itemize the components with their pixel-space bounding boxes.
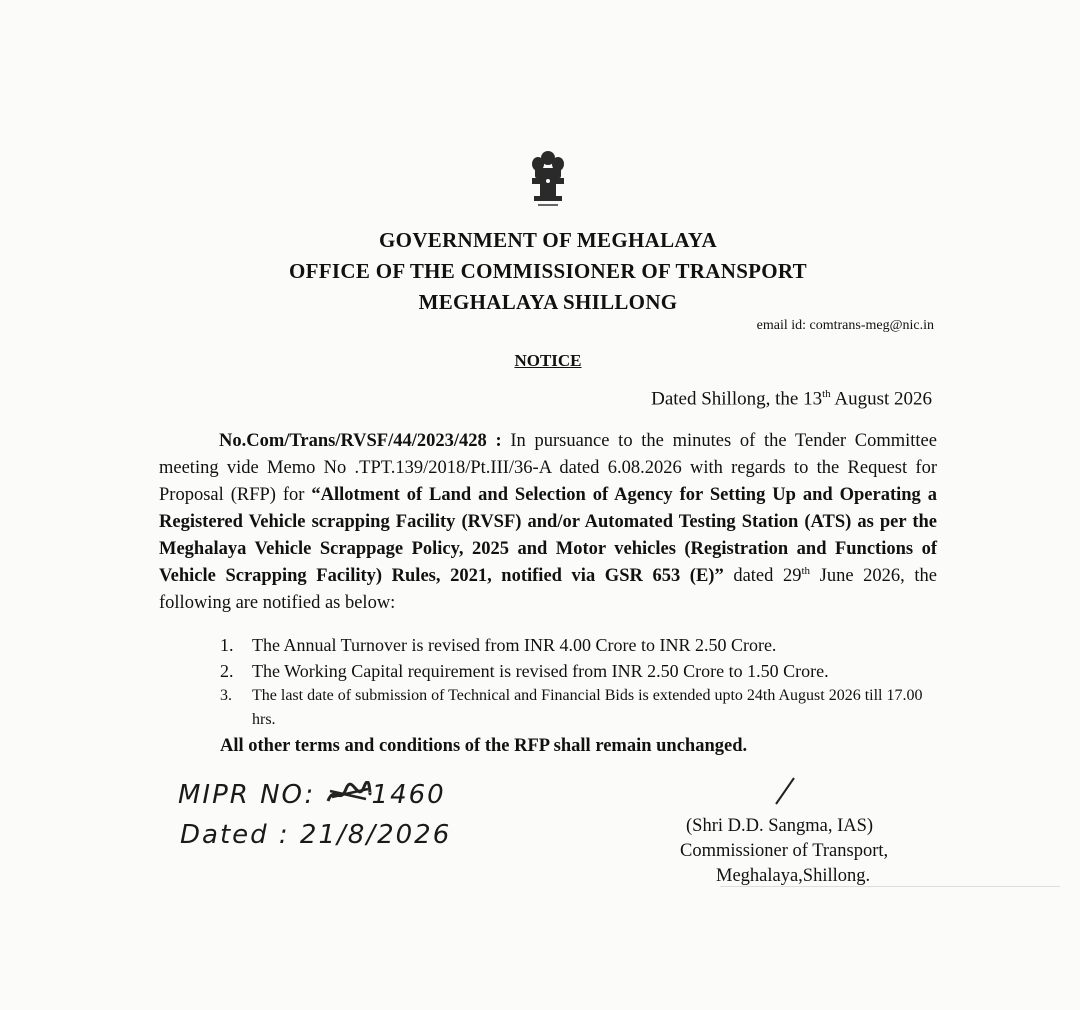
- signatory-designation: Commissioner of Transport,: [680, 841, 889, 861]
- signature-block: [680, 814, 916, 889]
- scribble-icon: [326, 781, 372, 807]
- revision-list: [220, 632, 938, 732]
- signature-stroke-icon: [770, 776, 800, 806]
- signatory-place: Meghalaya,Shillong.: [716, 866, 871, 886]
- divider: [720, 886, 1060, 887]
- header-government: GOVERNMENT OF MEGHALAYA: [379, 228, 717, 252]
- notice-date-sup: th: [822, 388, 831, 400]
- notice-date-prefix: Dated Shillong, the 13: [651, 388, 823, 410]
- closing-statement: All other terms and conditions of the RFP shall remain unchanged.: [220, 736, 748, 756]
- list-item-text: The last date of submission of Technical and Financial Bids is extended upto 24th August 2026 till 17.00 hrs.: [252, 687, 923, 728]
- header-location: MEGHALAYA SHILLONG: [418, 290, 678, 314]
- list-item: [220, 632, 938, 658]
- list-item-text: The Annual Turnover is revised from INR 4.00 Crore to INR 2.50 Crore.: [252, 635, 777, 655]
- body-text-2-suffix: June 2026, the following are notified as below:: [159, 566, 938, 613]
- handwritten-mipr-value: 1460: [371, 780, 446, 810]
- handwritten-date: Dated : 21/8/2026: [180, 820, 452, 850]
- list-item-text: The Working Capital requirement is revised from INR 2.50 Crore to 1.50 Crore.: [252, 661, 829, 681]
- state-emblem-icon: [526, 148, 570, 214]
- header-office: OFFICE OF THE COMMISSIONER OF TRANSPORT: [289, 259, 807, 283]
- header-email: email id: comtrans-meg@nic.in: [756, 318, 934, 333]
- signatory-name: (Shri D.D. Sangma, IAS): [686, 816, 874, 836]
- body-text-2-prefix: dated 29: [723, 566, 802, 586]
- reference-number: No.Com/Trans/RVSF/44/2023/428 :: [219, 431, 502, 451]
- notice-title: NOTICE: [514, 351, 582, 370]
- list-item-number: 2.: [220, 661, 234, 681]
- body-text-2-sup: th: [801, 564, 811, 577]
- notice-date-suffix: August 2026: [830, 388, 932, 410]
- list-item-number: 1.: [220, 635, 234, 655]
- handwritten-mipr-label: MIPR NO:: [178, 780, 316, 810]
- body-text-1: In pursuance to the minutes of the Tender Committee meeting vide Memo No .TPT.139/2018/Pt.III/36-A dated 6.08.2026 with regards to the Request for Proposal (RFP) for: [159, 431, 937, 505]
- list-item-number: 3.: [220, 687, 232, 704]
- list-item: [220, 658, 938, 684]
- notice-body: [159, 428, 937, 617]
- list-item: [220, 684, 938, 732]
- handwritten-mipr-number: [178, 780, 446, 810]
- notice-date: [651, 388, 932, 410]
- rfp-subject: “Allotment of Land and Selection of Agency for Setting Up and Operating a Registered Vehicle scrapping Facility (RVSF) and/or Automated Testing Station (ATS) as per the Meghalaya Vehicle Scrappage Policy, 2025 and Motor vehicles (Registration and Functions of Vehicle Scrapping Facility) Rules, 2021, notified via GSR 653 (E)”: [159, 485, 937, 586]
